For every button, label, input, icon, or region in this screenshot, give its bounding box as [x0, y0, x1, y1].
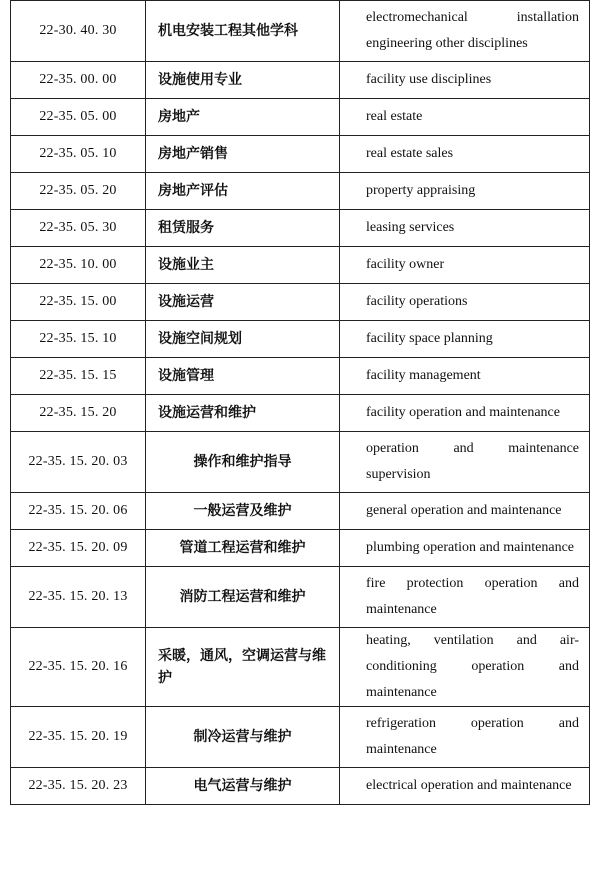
chinese-term-cell: 设施空间规划: [146, 321, 340, 358]
table-row: [11, 395, 590, 432]
code-cell: 22-35. 05. 20: [11, 173, 146, 210]
table-row: [11, 768, 590, 805]
chinese-term-text: 管道工程运营和维护: [179, 540, 306, 556]
table-row: [11, 628, 590, 707]
english-term-cell: operation and maintenance supervision: [340, 432, 590, 493]
english-term-cell: facility operations: [340, 284, 590, 321]
chinese-term-cell: [146, 707, 340, 768]
chinese-term-cell: 采暖，通风，空调运营与维护: [146, 628, 340, 707]
english-term-cell: facility owner: [340, 247, 590, 284]
table-row: [11, 62, 590, 99]
english-term-cell: refrigeration operation and maintenance: [340, 707, 590, 768]
chinese-term-cell: 设施管理: [146, 358, 340, 395]
chinese-term-text: 消防工程运营和维护: [179, 589, 306, 605]
code-cell: 22-35. 15. 20. 19: [11, 707, 146, 768]
code-cell: 22-35. 15. 15: [11, 358, 146, 395]
code-cell: 22-35. 10. 00: [11, 247, 146, 284]
table-row: [11, 284, 590, 321]
chinese-term-cell: 机电安装工程其他学科: [146, 1, 340, 62]
code-cell: 22-35. 15. 20. 13: [11, 567, 146, 628]
chinese-term-cell: 租赁服务: [146, 210, 340, 247]
table-row: [11, 432, 590, 493]
table-row: [11, 136, 590, 173]
chinese-term-cell: [146, 530, 340, 567]
english-term-cell: facility operation and maintenance: [340, 395, 590, 432]
table-row: [11, 247, 590, 284]
english-term-cell: plumbing operation and maintenance: [340, 530, 590, 567]
table-row: [11, 321, 590, 358]
english-term-cell: heating, ventilation and air-conditioning operation and maintenance: [340, 628, 590, 707]
code-cell: 22-35. 15. 20. 16: [11, 628, 146, 707]
chinese-term-cell: 房地产评估: [146, 173, 340, 210]
code-cell: 22-35. 15. 20. 06: [11, 493, 146, 530]
chinese-term-cell: [146, 432, 340, 493]
chinese-term-cell: 设施运营和维护: [146, 395, 340, 432]
english-term-cell: general operation and maintenance: [340, 493, 590, 530]
table-row: [11, 210, 590, 247]
table-row: [11, 173, 590, 210]
code-cell: 22-35. 05. 30: [11, 210, 146, 247]
english-term-cell: electrical operation and maintenance: [340, 768, 590, 805]
english-term-cell: facility management: [340, 358, 590, 395]
english-term-cell: fire protection operation and maintenance: [340, 567, 590, 628]
chinese-term-cell: 房地产: [146, 99, 340, 136]
code-cell: 22-35. 15. 20. 03: [11, 432, 146, 493]
chinese-term-cell: 房地产销售: [146, 136, 340, 173]
table-row: [11, 99, 590, 136]
code-cell: 22-35. 00. 00: [11, 62, 146, 99]
table-row: [11, 493, 590, 530]
table-row: [11, 567, 590, 628]
code-cell: 22-35. 15. 00: [11, 284, 146, 321]
english-term-cell: facility use disciplines: [340, 62, 590, 99]
chinese-term-cell: [146, 567, 340, 628]
table-row: [11, 1, 590, 62]
chinese-term-text: 电气运营与维护: [193, 778, 292, 794]
chinese-term-cell: 设施业主: [146, 247, 340, 284]
chinese-term-text: 一般运营及维护: [193, 503, 292, 519]
english-term-cell: leasing services: [340, 210, 590, 247]
code-cell: 22-35. 15. 10: [11, 321, 146, 358]
code-cell: 22-35. 05. 10: [11, 136, 146, 173]
table-row: [11, 707, 590, 768]
table-row: [11, 358, 590, 395]
chinese-term-cell: 设施运营: [146, 284, 340, 321]
english-term-cell: real estate sales: [340, 136, 590, 173]
code-cell: 22-35. 15. 20. 09: [11, 530, 146, 567]
chinese-term-cell: [146, 768, 340, 805]
chinese-term-text: 操作和维护指导: [193, 454, 292, 470]
english-term-cell: electromechanical installation engineering other disciplines: [340, 1, 590, 62]
table-row: [11, 530, 590, 567]
code-cell: 22-30. 40. 30: [11, 1, 146, 62]
code-cell: 22-35. 15. 20. 23: [11, 768, 146, 805]
english-term-cell: facility space planning: [340, 321, 590, 358]
chinese-term-cell: 设施使用专业: [146, 62, 340, 99]
classification-table: [10, 0, 590, 805]
chinese-term-text: 制冷运营与维护: [193, 729, 292, 745]
english-term-cell: property appraising: [340, 173, 590, 210]
code-cell: 22-35. 15. 20: [11, 395, 146, 432]
code-cell: 22-35. 05. 00: [11, 99, 146, 136]
chinese-term-cell: [146, 493, 340, 530]
english-term-cell: real estate: [340, 99, 590, 136]
